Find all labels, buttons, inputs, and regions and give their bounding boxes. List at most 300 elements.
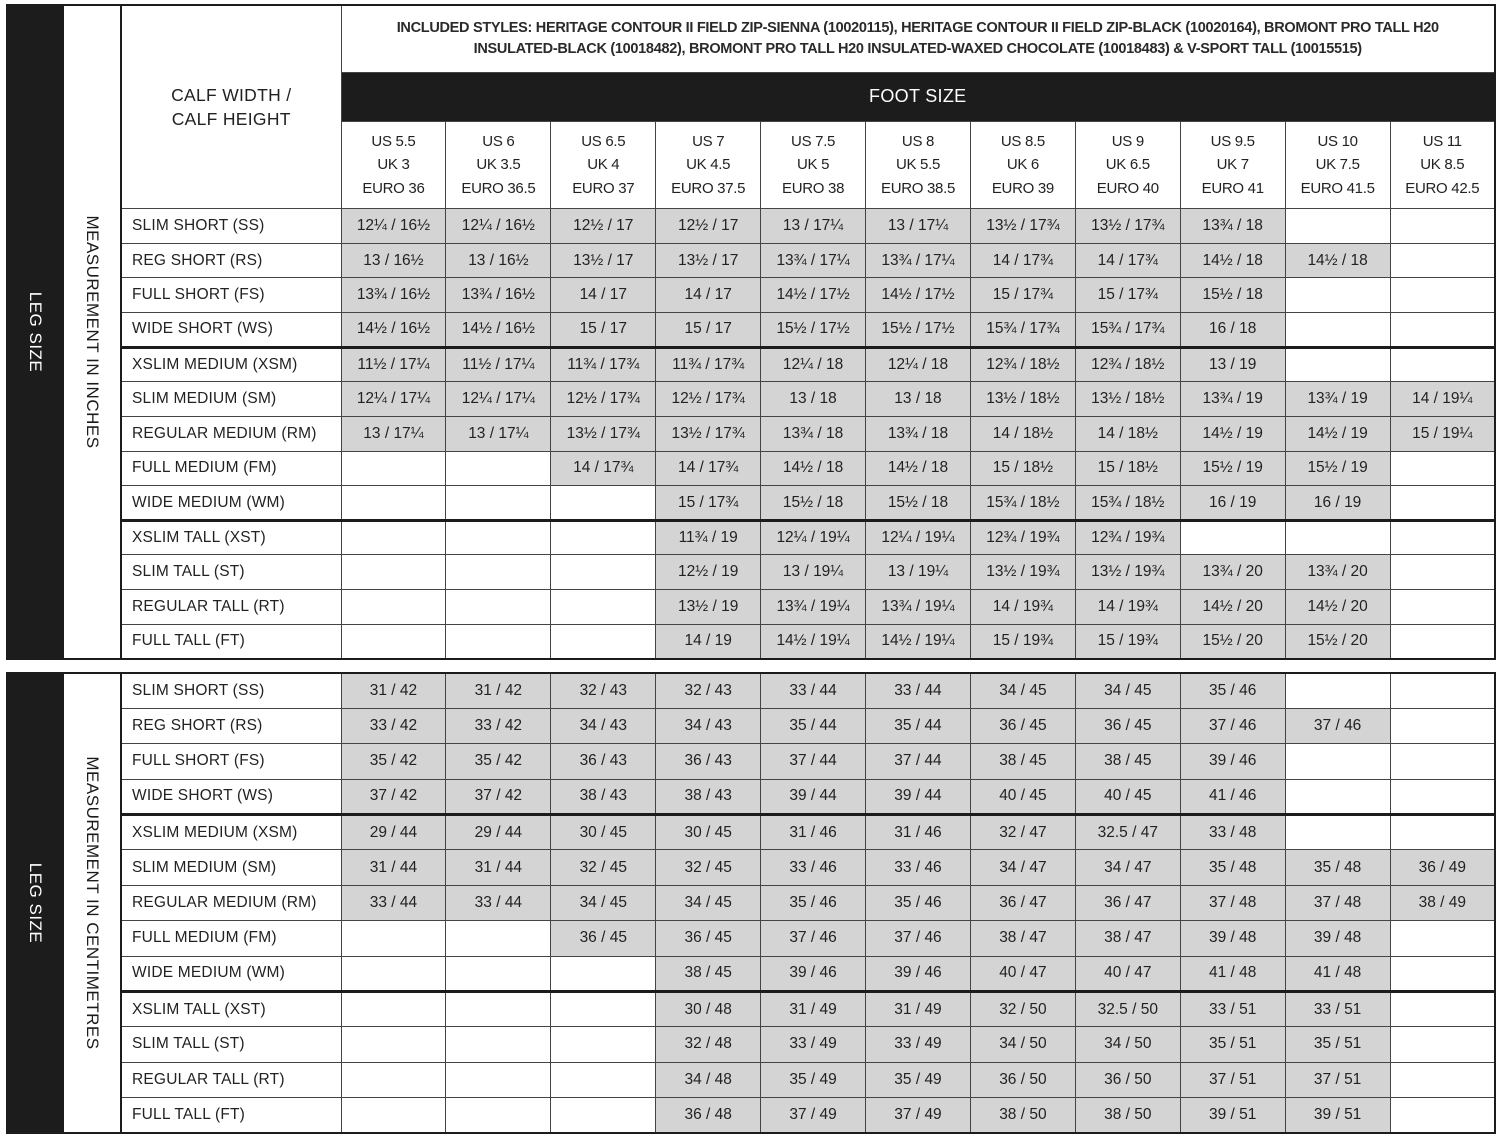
measurement-cell: 39 / 46 [1180,744,1285,779]
size-column-header [1075,121,1180,209]
size-uk: UK 7.5 [1315,156,1360,174]
measurement-cell: 15½ / 18 [761,486,866,521]
measurement-cell: 36 / 48 [656,1098,761,1134]
measurement-cell: 35 / 49 [866,1062,971,1097]
measurement-cell: 15½ / 20 [1180,624,1285,659]
measurement-side-band [64,672,120,1134]
measurement-cell: 37 / 46 [866,921,971,956]
measurement-cell: 33 / 44 [446,885,551,920]
measurement-cell: 15½ / 19 [1285,451,1390,486]
measurement-cell: 14 / 17 [656,278,761,313]
measurement-cell: 14½ / 16½ [341,313,446,348]
measurement-cell: 13 / 16½ [341,243,446,278]
table-row [121,921,1495,956]
table-row [121,278,1495,313]
empty-cell [1390,451,1495,486]
measurement-cell: 36 / 45 [1075,708,1180,743]
measurement-cell: 37 / 42 [446,779,551,814]
measurement-cell: 15 / 18½ [970,451,1075,486]
empty-cell [341,486,446,521]
size-euro: EURO 42.5 [1405,179,1480,197]
empty-cell [341,520,446,555]
measurement-cell: 13½ / 17 [551,243,656,278]
leg-size-row-label: REGULAR MEDIUM (RM) [121,416,341,451]
measurement-cell: 13¾ / 19¼ [866,590,971,625]
empty-cell [341,1098,446,1134]
measurement-cell: 33 / 46 [761,850,866,885]
measurement-cell: 37 / 46 [1180,708,1285,743]
measurement-cell: 40 / 47 [970,956,1075,991]
measurement-cell: 13 / 18 [761,382,866,417]
empty-cell [1390,209,1495,244]
leg-size-row-label: SLIM TALL (ST) [121,1027,341,1062]
empty-cell [341,451,446,486]
measurement-cell: 14 / 17¾ [656,451,761,486]
measurement-cell: 12½ / 19 [656,555,761,590]
leg-size-row-label: REGULAR TALL (RT) [121,590,341,625]
measurement-cell: 32 / 48 [656,1027,761,1062]
measurement-cell: 31 / 44 [446,850,551,885]
empty-cell [1390,991,1495,1026]
empty-cell [341,590,446,625]
measurement-cell: 14½ / 19¼ [761,624,866,659]
size-euro: EURO 38 [782,179,845,197]
measurement-cell: 39 / 48 [1285,921,1390,956]
size-column-header [551,121,656,209]
size-column-header [866,121,971,209]
table-row [121,850,1495,885]
size-us: US 9 [1111,132,1144,150]
measurement-cell: 13 / 16½ [446,243,551,278]
measurement-cell: 31 / 44 [341,850,446,885]
measurement-cell: 34 / 45 [656,885,761,920]
measurement-cell: 13¾ / 19 [1180,382,1285,417]
measurement-cell: 13½ / 17¾ [551,416,656,451]
leg-size-row-label: XSLIM MEDIUM (XSM) [121,815,341,850]
leg-size-side-band [6,672,64,1134]
empty-cell [551,590,656,625]
measurement-cell: 14 / 18½ [1075,416,1180,451]
empty-cell [446,486,551,521]
table-row [121,451,1495,486]
empty-cell [1285,278,1390,313]
empty-cell [341,555,446,590]
measurement-cell: 36 / 47 [1075,885,1180,920]
size-column-header [446,121,551,209]
measurement-cell: 32 / 45 [551,850,656,885]
table-row [121,673,1495,708]
size-us: US 5.5 [371,132,416,150]
measurement-cell: 12¼ / 17¼ [446,382,551,417]
measurement-cell: 32 / 43 [551,673,656,708]
empty-cell [1390,347,1495,382]
leg-size-row-label: FULL TALL (FT) [121,624,341,659]
empty-cell [341,1062,446,1097]
leg-size-row-label: FULL SHORT (FS) [121,744,341,779]
measurement-cell: 11½ / 17¼ [446,347,551,382]
measurement-cell: 12¼ / 18 [866,347,971,382]
measurement-cell: 12¼ / 16½ [341,209,446,244]
measurement-cell: 31 / 42 [446,673,551,708]
empty-cell [341,921,446,956]
empty-cell [551,555,656,590]
measurement-cell: 35 / 51 [1180,1027,1285,1062]
empty-cell [1390,520,1495,555]
measurement-cell: 31 / 49 [761,991,866,1026]
measurement-cell: 14½ / 17½ [866,278,971,313]
empty-cell [1285,779,1390,814]
measurement-cell: 30 / 45 [656,815,761,850]
leg-size-row-label: XSLIM TALL (XST) [121,991,341,1026]
size-euro: EURO 41.5 [1300,179,1375,197]
leg-size-row-label: REGULAR TALL (RT) [121,1062,341,1097]
empty-cell [1390,243,1495,278]
empty-cell [551,520,656,555]
measurement-cell: 11½ / 17¼ [341,347,446,382]
measurement-cell: 16 / 18 [1180,313,1285,348]
measurement-cell: 33 / 42 [446,708,551,743]
size-uk: UK 5 [797,156,830,174]
table-row [121,382,1495,417]
size-us: US 6.5 [581,132,626,150]
measurement-cell: 33 / 49 [761,1027,866,1062]
measurement-cell: 13¾ / 19¼ [761,590,866,625]
measurement-cell: 13½ / 17¾ [970,209,1075,244]
measurement-cell: 13 / 19¼ [866,555,971,590]
measurement-cell: 13 / 17¼ [866,209,971,244]
size-euro: EURO 40 [1096,179,1159,197]
measurement-cell: 12¾ / 18½ [1075,347,1180,382]
measurement-cell: 39 / 51 [1180,1098,1285,1134]
empty-cell [1285,313,1390,348]
measurement-cell: 13 / 19 [1180,347,1285,382]
measurement-cell: 39 / 44 [866,779,971,814]
measurement-cell: 33 / 42 [341,708,446,743]
measurement-cell: 34 / 50 [1075,1027,1180,1062]
empty-cell [1390,708,1495,743]
measurement-cell: 40 / 47 [1075,956,1180,991]
measurement-cell: 29 / 44 [446,815,551,850]
leg-size-row-label: SLIM TALL (ST) [121,555,341,590]
measurement-cell: 34 / 43 [551,708,656,743]
measurement-cell: 35 / 51 [1285,1027,1390,1062]
size-uk: UK 3.5 [476,156,521,174]
measurement-cell: 12¼ / 19¼ [866,520,971,555]
empty-cell [446,1098,551,1134]
measurement-cell: 35 / 42 [341,744,446,779]
empty-cell [446,921,551,956]
empty-cell [1285,209,1390,244]
measurement-cell: 15¾ / 18½ [1075,486,1180,521]
measurement-cell: 14 / 18½ [970,416,1075,451]
measurement-cell: 12½ / 17¾ [656,382,761,417]
empty-cell [1390,1062,1495,1097]
leg-size-row-label: REG SHORT (RS) [121,243,341,278]
measurement-cell: 16 / 19 [1180,486,1285,521]
leg-size-side-band [6,4,64,660]
measurement-cell: 36 / 47 [970,885,1075,920]
measurement-cell: 15¾ / 17¾ [1075,313,1180,348]
measurement-cell: 38 / 43 [551,779,656,814]
measurement-cell: 36 / 50 [970,1062,1075,1097]
measurement-cell: 12½ / 17¾ [551,382,656,417]
measurement-cell: 13 / 17¼ [761,209,866,244]
measurement-cell: 34 / 47 [970,850,1075,885]
leg-size-row-label: REGULAR MEDIUM (RM) [121,885,341,920]
measurement-cell: 41 / 48 [1180,956,1285,991]
measurement-cell: 14½ / 18 [1285,243,1390,278]
measurement-cell: 31 / 46 [866,815,971,850]
measurement-cell: 38 / 50 [970,1098,1075,1134]
measurement-cell: 29 / 44 [341,815,446,850]
measurement-cell: 33 / 44 [341,885,446,920]
measurement-cell: 15 / 17 [551,313,656,348]
leg-size-row-label: FULL TALL (FT) [121,1098,341,1134]
measurement-cell: 35 / 44 [761,708,866,743]
size-euro: EURO 36 [362,179,425,197]
leg-size-row-label: WIDE MEDIUM (WM) [121,956,341,991]
measurement-cell: 37 / 42 [341,779,446,814]
size-uk: UK 6.5 [1105,156,1150,174]
leg-size-row-label: SLIM MEDIUM (SM) [121,382,341,417]
measurement-cell: 36 / 45 [970,708,1075,743]
measurement-cell: 38 / 45 [970,744,1075,779]
inches-table [120,4,1496,660]
measurement-cell: 12¼ / 19¼ [761,520,866,555]
leg-size-row-label: XSLIM MEDIUM (XSM) [121,347,341,382]
measurement-cell: 14 / 17 [551,278,656,313]
measurement-cell: 14 / 17¾ [1075,243,1180,278]
measurement-cell: 13½ / 17¾ [656,416,761,451]
size-us: US 7.5 [791,132,836,150]
measurement-cell: 13½ / 19 [656,590,761,625]
measurement-cell: 13½ / 17 [656,243,761,278]
measurement-cell: 33 / 44 [866,673,971,708]
size-column-header [761,121,866,209]
measurement-cell: 15 / 17¾ [970,278,1075,313]
empty-cell [1285,520,1390,555]
measurement-cell: 13 / 17¼ [341,416,446,451]
size-us: US 6 [482,132,515,150]
table-row [121,243,1495,278]
table-row [121,991,1495,1026]
size-column-header [1180,121,1285,209]
measurement-cell: 37 / 44 [761,744,866,779]
measurement-cell: 30 / 45 [551,815,656,850]
measurement-cell: 37 / 46 [1285,708,1390,743]
measurement-cell: 15¾ / 17¾ [970,313,1075,348]
size-euro: EURO 37.5 [671,179,746,197]
measurement-cell: 34 / 43 [656,708,761,743]
measurement-cell: 14½ / 20 [1180,590,1285,625]
size-euro: EURO 36.5 [461,179,536,197]
measurement-cell: 36 / 43 [656,744,761,779]
table-row [121,486,1495,521]
measurement-cell: 31 / 46 [761,815,866,850]
measurement-cell: 31 / 42 [341,673,446,708]
empty-cell [1390,779,1495,814]
measurement-cell: 38 / 45 [656,956,761,991]
measurement-cell: 14½ / 18 [761,451,866,486]
measurement-cell: 13¾ / 20 [1180,555,1285,590]
measurement-unit-label: MEASUREMENT IN CENTIMETRES [83,756,102,1050]
empty-cell [1390,1098,1495,1134]
measurement-cell: 30 / 48 [656,991,761,1026]
measurement-cell: 37 / 48 [1180,885,1285,920]
measurement-cell: 37 / 46 [761,921,866,956]
empty-cell [1285,347,1390,382]
table-row [121,1098,1495,1134]
measurement-cell: 13¾ / 16½ [446,278,551,313]
measurement-unit-label: MEASUREMENT IN INCHES [83,215,102,449]
empty-cell [446,451,551,486]
measurement-cell: 32 / 50 [970,991,1075,1026]
table-row [121,744,1495,779]
measurement-cell: 14½ / 20 [1285,590,1390,625]
empty-cell [1390,815,1495,850]
empty-cell [1285,815,1390,850]
size-uk: UK 4 [587,156,620,174]
measurement-cell: 34 / 47 [1075,850,1180,885]
measurement-cell: 37 / 51 [1180,1062,1285,1097]
measurement-cell: 14 / 17¾ [551,451,656,486]
measurement-cell: 41 / 46 [1180,779,1285,814]
measurement-cell: 35 / 46 [761,885,866,920]
measurement-cell: 40 / 45 [1075,779,1180,814]
measurement-cell: 13¾ / 17¼ [866,243,971,278]
leg-size-row-label: XSLIM TALL (XST) [121,520,341,555]
measurement-cell: 40 / 45 [970,779,1075,814]
measurement-cell: 14 / 19 [656,624,761,659]
measurement-cell: 34 / 45 [551,885,656,920]
size-column-header [656,121,761,209]
empty-cell [1390,624,1495,659]
leg-size-row-label: SLIM SHORT (SS) [121,673,341,708]
measurement-cell: 14 / 17¾ [970,243,1075,278]
measurement-cell: 12¼ / 16½ [446,209,551,244]
measurement-cell: 14½ / 18 [1180,243,1285,278]
measurement-cell: 35 / 46 [866,885,971,920]
measurement-cell: 37 / 48 [1285,885,1390,920]
table-row [121,416,1495,451]
measurement-cell: 37 / 44 [866,744,971,779]
measurement-cell: 16 / 19 [1285,486,1390,521]
empty-cell [1390,744,1495,779]
size-column-header [341,121,446,209]
measurement-cell: 13¾ / 18 [866,416,971,451]
size-euro: EURO 38.5 [880,179,955,197]
size-us: US 11 [1422,132,1462,150]
measurement-cell: 11¾ / 17¾ [656,347,761,382]
size-us: US 7 [692,132,725,150]
measurement-cell: 15½ / 19 [1180,451,1285,486]
measurement-cell: 15½ / 20 [1285,624,1390,659]
measurement-cell: 36 / 50 [1075,1062,1180,1097]
empty-cell [1285,744,1390,779]
measurement-cell: 37 / 51 [1285,1062,1390,1097]
measurement-cell: 13 / 17¼ [446,416,551,451]
measurement-cell: 15¾ / 18½ [970,486,1075,521]
leg-size-row-label: FULL MEDIUM (FM) [121,921,341,956]
measurement-cell: 33 / 44 [761,673,866,708]
leg-size-row-label: WIDE SHORT (WS) [121,313,341,348]
measurement-cell: 12½ / 17 [551,209,656,244]
empty-cell [1390,1027,1495,1062]
measurement-cell: 32 / 43 [656,673,761,708]
measurement-cell: 12¾ / 18½ [970,347,1075,382]
measurement-cell: 13¾ / 18 [1180,209,1285,244]
measurement-cell: 35 / 44 [866,708,971,743]
foot-size-header: FOOT SIZE [341,72,1495,121]
empty-cell [341,956,446,991]
empty-cell [1390,486,1495,521]
measurement-cell: 15 / 18½ [1075,451,1180,486]
table-row [121,624,1495,659]
measurement-cell: 12¼ / 17¼ [341,382,446,417]
leg-size-label: LEG SIZE [26,291,45,373]
empty-cell [1285,673,1390,708]
measurement-cell: 14 / 19¾ [1075,590,1180,625]
measurement-cell: 15 / 17¾ [656,486,761,521]
table-row [121,1062,1495,1097]
measurement-cell: 34 / 50 [970,1027,1075,1062]
measurement-cell: 35 / 48 [1180,850,1285,885]
table-row [121,209,1495,244]
measurement-cell: 12½ / 17 [656,209,761,244]
measurement-cell: 13 / 18 [866,382,971,417]
size-us: US 9.5 [1210,132,1255,150]
size-us: US 8 [901,132,935,150]
measurement-cell: 13½ / 19¾ [1075,555,1180,590]
measurement-cell: 33 / 49 [866,1027,971,1062]
empty-cell [1390,590,1495,625]
inches-size-chart [6,4,1496,660]
measurement-cell: 31 / 49 [866,991,971,1026]
empty-cell [446,991,551,1026]
table-row [121,520,1495,555]
measurement-cell: 32 / 47 [970,815,1075,850]
measurement-cell: 15½ / 18 [866,486,971,521]
size-us: US 10 [1317,132,1358,150]
size-uk: UK 4.5 [686,156,731,174]
measurement-cell: 37 / 49 [761,1098,866,1134]
measurement-cell: 38 / 47 [1075,921,1180,956]
size-uk: UK 5.5 [895,156,941,174]
empty-cell [446,1027,551,1062]
empty-cell [551,956,656,991]
table-row [121,555,1495,590]
empty-cell [341,624,446,659]
size-column-header [1390,121,1495,209]
measurement-cell: 13 / 19¼ [761,555,866,590]
measurement-cell: 33 / 46 [866,850,971,885]
measurement-cell: 39 / 48 [1180,921,1285,956]
measurement-cell: 35 / 42 [446,744,551,779]
measurement-cell: 35 / 49 [761,1062,866,1097]
measurement-cell: 41 / 48 [1285,956,1390,991]
measurement-cell: 13¾ / 19 [1285,382,1390,417]
measurement-cell: 34 / 48 [656,1062,761,1097]
measurement-cell: 38 / 45 [1075,744,1180,779]
measurement-cell: 14 / 19¼ [1390,382,1495,417]
measurement-cell: 14 / 19¾ [970,590,1075,625]
measurement-cell: 35 / 46 [1180,673,1285,708]
centimetres-table [120,672,1496,1134]
empty-cell [446,956,551,991]
size-us: US 8.5 [1000,132,1045,150]
empty-cell [551,991,656,1026]
table-row [121,956,1495,991]
